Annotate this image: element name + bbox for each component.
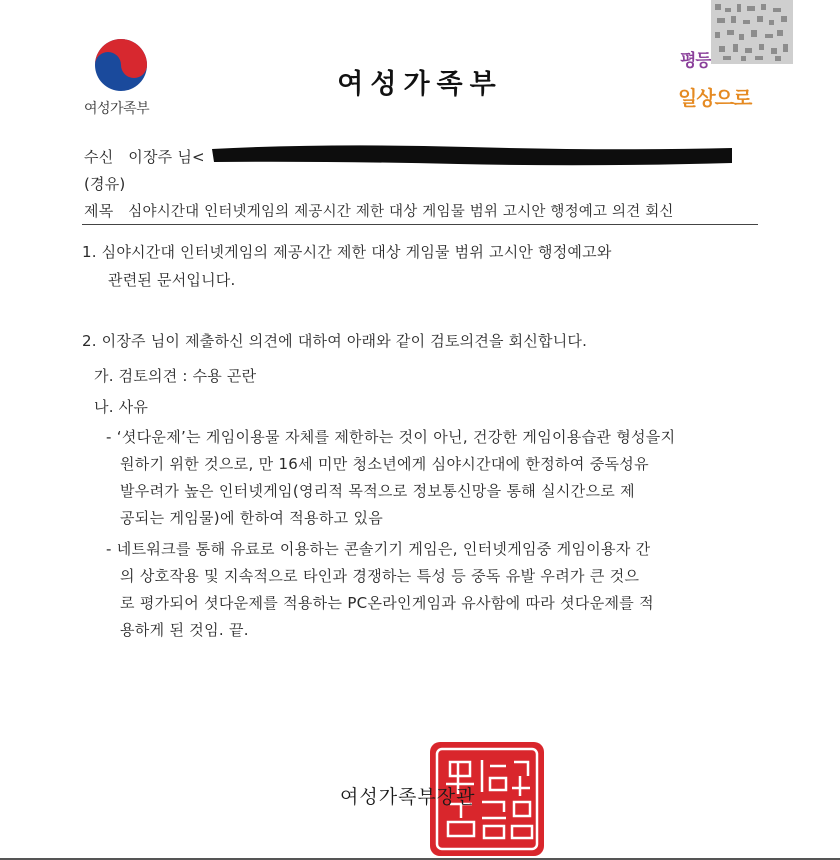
reason-2-line: - 네트워크를 통해 유료로 이용하는 콘솔기기 게임은, 인터넷게임중 게임이용자 간 xyxy=(106,540,651,558)
recipient-label: 수신 xyxy=(84,148,114,166)
document-title: 여성가족부 xyxy=(337,69,503,100)
review-opinion: 가. 검토의견 : 수용 곤란 xyxy=(94,367,257,385)
via-line: (경유) xyxy=(84,175,126,193)
reason-2-line: 용하게 된 것임. 끝. xyxy=(120,621,249,639)
slogan-top: 평등 xyxy=(680,51,711,71)
reason-2-line: 로 평가되어 셧다운제를 적용하는 PC온라인게임과 유사함에 따라 셧다운제를 적 xyxy=(120,594,654,612)
reason-1-line: 원하기 위한 것으로, 만 16세 미만 청소년에게 심야시간대에 한정하여 중독성유 xyxy=(120,455,649,473)
redaction-mark xyxy=(208,143,736,167)
reason-1-line: 발우려가 높은 인터넷게임(영리적 목적으로 정보통신망을 통해 실시간으로 제 xyxy=(120,482,635,500)
recipient-value: 이장주 님< xyxy=(128,148,205,166)
reason-1 xyxy=(106,424,675,532)
subject-line xyxy=(84,201,674,222)
item-1-line-2: 관련된 문서입니다. xyxy=(108,271,236,289)
reason-2-line: 의 상호작용 및 지속적으로 타인과 경쟁하는 특성 등 중독 유발 우려가 큰 것으 xyxy=(120,567,640,585)
recipient-line xyxy=(84,147,205,167)
subject-value: 심야시간대 인터넷게임의 제공시간 제한 대상 게임물 범위 고시안 행정예고 의견 회신 xyxy=(128,204,674,220)
item-1-line-1: 1. 심야시간대 인터넷게임의 제공시간 제한 대상 게임물 범위 고시안 행정예고와 xyxy=(82,243,612,261)
reason-1-line: 공되는 게임물)에 한하여 적용하고 있음 xyxy=(120,509,384,527)
item-2: 2. 이장주 님이 제출하신 의견에 대하여 아래와 같이 검토의견을 회신합니다. xyxy=(82,332,588,350)
header-divider xyxy=(82,224,758,225)
slogan-bottom: 일상으로 xyxy=(678,86,752,110)
qr-code-icon xyxy=(711,0,793,64)
reason-1-line: - ‘셧다운제’는 게임이용물 자체를 제한하는 것이 아닌, 건강한 게임이용습관 형성을지 xyxy=(106,428,676,446)
ministry-name: 여성가족부 xyxy=(84,101,150,117)
subject-label: 제목 xyxy=(84,202,114,220)
reason-2 xyxy=(106,536,654,644)
reason-heading: 나. 사유 xyxy=(94,398,149,416)
signer-name: 여성가족부장관 xyxy=(340,786,476,808)
